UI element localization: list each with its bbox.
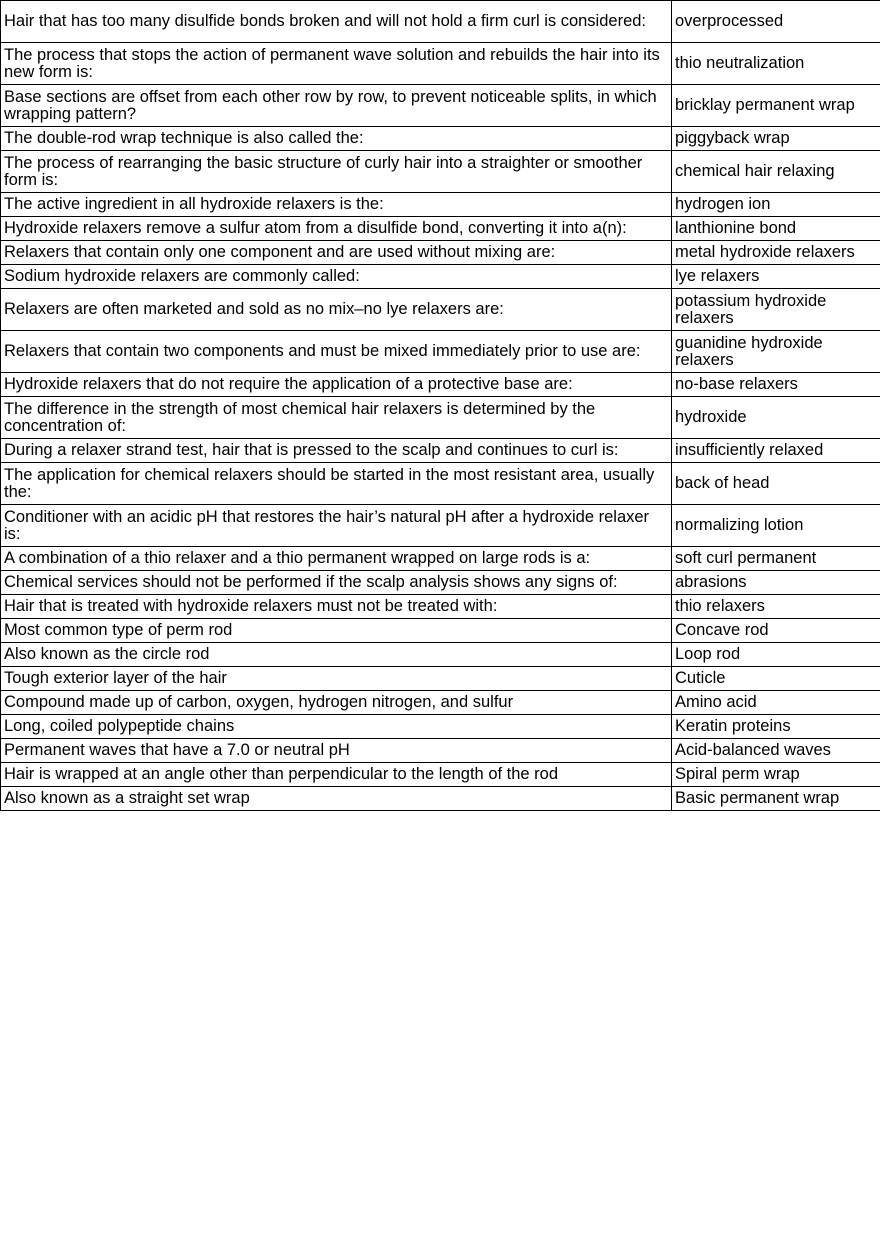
table-row (1, 127, 880, 151)
table-row (1, 691, 880, 715)
term-cell: Also known as a straight set wrap (1, 787, 672, 811)
definition-cell: bricklay permanent wrap (672, 85, 880, 127)
definition-cell: normalizing lotion (672, 505, 880, 547)
term-cell: Compound made up of carbon, oxygen, hydrogen nitrogen, and sulfur (1, 691, 672, 715)
table-row (1, 289, 880, 331)
table-row (1, 505, 880, 547)
term-cell: Relaxers are often marketed and sold as no mix–no lye relaxers are: (1, 289, 672, 331)
table-row (1, 643, 880, 667)
definition-cell: metal hydroxide relaxers (672, 241, 880, 265)
definition-cell: thio neutralization (672, 43, 880, 85)
term-cell: Tough exterior layer of the hair (1, 667, 672, 691)
term-cell: Chemical services should not be performed if the scalp analysis shows any signs of: (1, 571, 672, 595)
definition-cell: guanidine hydroxide relaxers (672, 331, 880, 373)
term-cell: The active ingredient in all hydroxide relaxers is the: (1, 193, 672, 217)
definition-cell: potassium hydroxide relaxers (672, 289, 880, 331)
term-cell: Hair is wrapped at an angle other than perpendicular to the length of the rod (1, 763, 672, 787)
term-cell: A combination of a thio relaxer and a thio permanent wrapped on large rods is a: (1, 547, 672, 571)
term-cell: Most common type of perm rod (1, 619, 672, 643)
table-row (1, 739, 880, 763)
term-cell: The double-rod wrap technique is also called the: (1, 127, 672, 151)
table-row (1, 265, 880, 289)
table-row (1, 571, 880, 595)
term-cell: Hair that is treated with hydroxide relaxers must not be treated with: (1, 595, 672, 619)
term-cell: Hydroxide relaxers remove a sulfur atom from a disulfide bond, converting it into a(n): (1, 217, 672, 241)
table-row (1, 667, 880, 691)
term-cell: The difference in the strength of most chemical hair relaxers is determined by the concentration of: (1, 397, 672, 439)
definition-cell: back of head (672, 463, 880, 505)
term-cell: Hair that has too many disulfide bonds broken and will not hold a firm curl is considered: (1, 1, 672, 43)
term-cell: During a relaxer strand test, hair that is pressed to the scalp and continues to curl is: (1, 439, 672, 463)
definition-cell: Keratin proteins (672, 715, 880, 739)
table-row (1, 787, 880, 811)
definition-cell: Loop rod (672, 643, 880, 667)
definition-cell: no-base relaxers (672, 373, 880, 397)
table-row (1, 439, 880, 463)
definition-cell: Concave rod (672, 619, 880, 643)
term-cell: The application for chemical relaxers should be started in the most resistant area, usually the: (1, 463, 672, 505)
definition-cell: Acid-balanced waves (672, 739, 880, 763)
term-cell: Sodium hydroxide relaxers are commonly called: (1, 265, 672, 289)
table-row (1, 217, 880, 241)
definition-cell: Spiral perm wrap (672, 763, 880, 787)
definition-cell: insufficiently relaxed (672, 439, 880, 463)
term-cell: Base sections are offset from each other row by row, to prevent noticeable splits, in which wrapping pattern? (1, 85, 672, 127)
term-cell: Relaxers that contain two components and must be mixed immediately prior to use are: (1, 331, 672, 373)
term-cell: Also known as the circle rod (1, 643, 672, 667)
table-row (1, 463, 880, 505)
definition-cell: Amino acid (672, 691, 880, 715)
table-row (1, 619, 880, 643)
table-row (1, 715, 880, 739)
term-cell: Long, coiled polypeptide chains (1, 715, 672, 739)
term-cell: The process of rearranging the basic structure of curly hair into a straighter or smoother form is: (1, 151, 672, 193)
term-cell: Hydroxide relaxers that do not require the application of a protective base are: (1, 373, 672, 397)
table-row (1, 595, 880, 619)
table-row (1, 193, 880, 217)
definition-cell: chemical hair relaxing (672, 151, 880, 193)
table-row (1, 397, 880, 439)
definition-cell: lye relaxers (672, 265, 880, 289)
definition-cell: abrasions (672, 571, 880, 595)
table-row (1, 1, 880, 43)
table-row (1, 151, 880, 193)
table-row (1, 331, 880, 373)
definition-cell: piggyback wrap (672, 127, 880, 151)
term-cell: Conditioner with an acidic pH that restores the hair’s natural pH after a hydroxide relaxer is: (1, 505, 672, 547)
table-row (1, 547, 880, 571)
definition-cell: Basic permanent wrap (672, 787, 880, 811)
definition-cell: soft curl permanent (672, 547, 880, 571)
term-cell: Permanent waves that have a 7.0 or neutral pH (1, 739, 672, 763)
table-row (1, 43, 880, 85)
definition-cell: hydrogen ion (672, 193, 880, 217)
definition-cell: Cuticle (672, 667, 880, 691)
table-row (1, 85, 880, 127)
table-row (1, 373, 880, 397)
definition-cell: overprocessed (672, 1, 880, 43)
table-row (1, 763, 880, 787)
table-row (1, 241, 880, 265)
term-cell: Relaxers that contain only one component and are used without mixing are: (1, 241, 672, 265)
definition-cell: hydroxide (672, 397, 880, 439)
definition-cell: thio relaxers (672, 595, 880, 619)
definition-cell: lanthionine bond (672, 217, 880, 241)
term-cell: The process that stops the action of permanent wave solution and rebuilds the hair into its new form is: (1, 43, 672, 85)
